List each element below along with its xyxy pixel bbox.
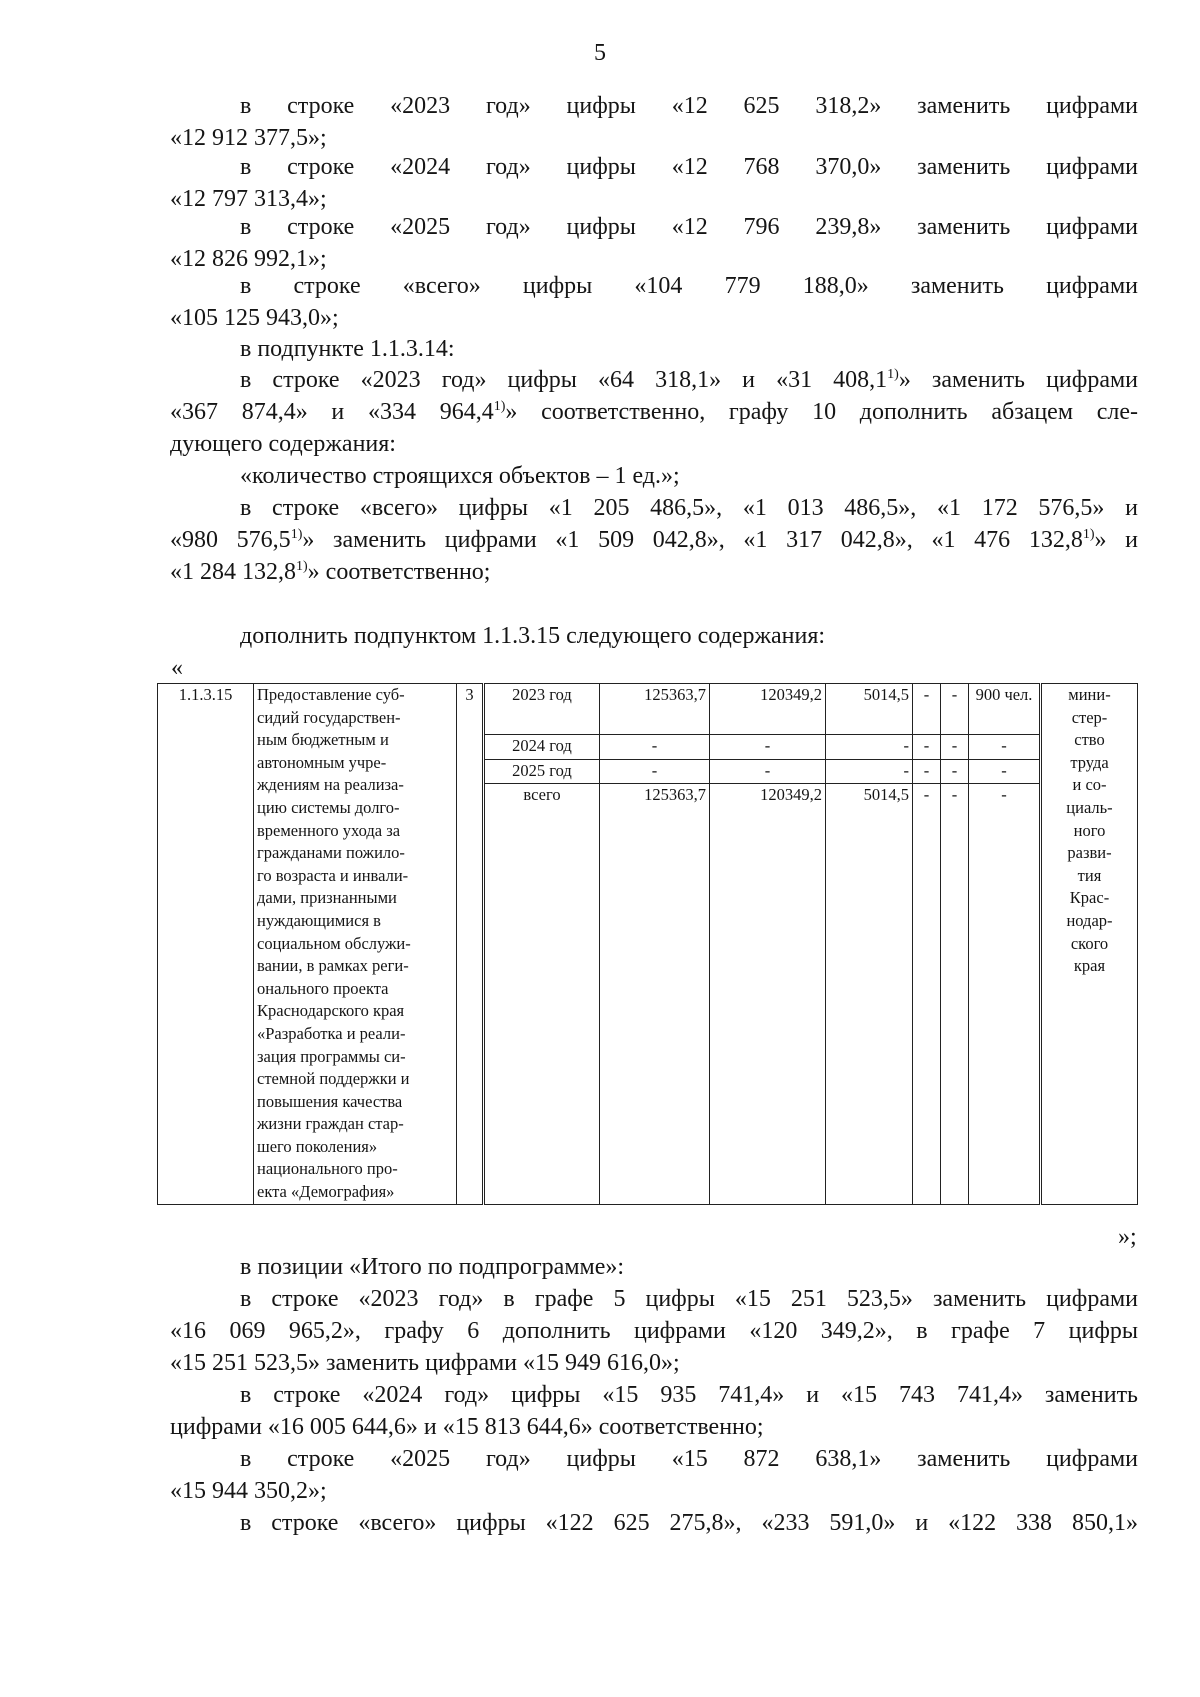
responsible-line: циаль-	[1066, 797, 1113, 817]
year-cell: 2023 год	[484, 684, 600, 735]
paragraph-line: в строке «всего» цифры «122 625 275,8», «233 591,0» и «122 338 850,1»	[240, 1510, 1138, 1536]
item-description	[254, 684, 457, 1205]
col-9-cell: -	[941, 759, 969, 784]
paragraph-line: «12 797 313,4»;	[170, 186, 327, 212]
federal-cell: 120349,2	[710, 784, 826, 1205]
paragraph-line: «12 912 377,5»;	[170, 125, 327, 151]
description-line: временного ухода за	[257, 820, 401, 840]
description-line: повышения качества	[257, 1091, 403, 1111]
total-cell: 125363,7	[600, 784, 710, 1205]
regional-cell: 5014,5	[826, 784, 913, 1205]
description-line: социальном обслужи-	[257, 933, 411, 953]
paragraph-line: в позиции «Итого по подпрограмме»:	[240, 1254, 625, 1280]
responsible-line: и со-	[1072, 775, 1107, 795]
description-line: шего поколения»	[257, 1136, 378, 1156]
footnote-mark: 1)	[1082, 527, 1095, 542]
year-cell: 2025 год	[484, 759, 600, 784]
responsible-line: труда	[1070, 752, 1109, 772]
paragraph-line: в строке «2025 год» цифры «15 872 638,1» заменить цифрами	[240, 1446, 1138, 1472]
responsible-line: стер-	[1071, 707, 1108, 727]
result-cell: -	[969, 784, 1041, 1205]
footnote-mark: 1)	[493, 399, 506, 414]
description-line: онального проекта	[257, 978, 389, 998]
text-run: в строке «2023 год» цифры «64 318,1» и «31 408,1	[240, 367, 888, 393]
item-code: 1.1.3.15	[158, 684, 254, 1205]
total-cell: -	[600, 759, 710, 784]
closing-quote: »;	[1118, 1224, 1137, 1250]
paragraph-line: в подпункте 1.1.3.14:	[240, 336, 455, 362]
description-line: стемной поддержки и	[257, 1069, 410, 1089]
description-line: Краснодарского края	[257, 1001, 405, 1021]
description-line: вании, в рамках реги-	[257, 956, 409, 976]
description-line: гражданами пожило-	[257, 843, 405, 863]
responsible-line: тия	[1077, 865, 1102, 885]
paragraph-line: в строке «2025 год» цифры «12 796 239,8» заменить цифрами	[240, 214, 1138, 240]
paragraph-line: в строке «2023 год» в графе 5 цифры «15 251 523,5» заменить цифрами	[240, 1286, 1138, 1312]
table-row	[158, 684, 1138, 735]
description-lines	[257, 684, 453, 1204]
paragraph-line: в строке «всего» цифры «104 779 188,0» заменить цифрами	[240, 273, 1138, 299]
text-run: » и	[1094, 527, 1139, 553]
description-line: дами, признанными	[257, 888, 397, 908]
paragraph-line: «12 826 992,1»;	[170, 246, 327, 272]
total-cell: 125363,7	[600, 684, 710, 735]
result-cell: -	[969, 759, 1041, 784]
paragraph-line	[170, 556, 1138, 588]
paragraph-line: в строке «2024 год» цифры «12 768 370,0» заменить цифрами	[240, 154, 1138, 180]
col-9-cell: -	[941, 735, 969, 760]
text-run: » соответственно, графу 10 дополнить абзацем сле-	[505, 399, 1139, 425]
paragraph-line: цифрами «16 005 644,6» и «15 813 644,6» соответственно;	[170, 1414, 764, 1440]
paragraph-line: дополнить подпунктом 1.1.3.15 следующего содержания:	[240, 623, 826, 649]
description-line: национального про-	[257, 1159, 398, 1179]
responsible-cell	[1041, 684, 1138, 1205]
description-line: сидий государствен-	[257, 707, 401, 727]
responsible-line: Крас-	[1069, 888, 1110, 908]
description-line: цию системы долго-	[257, 797, 400, 817]
responsible-line: нодар-	[1066, 910, 1113, 930]
regional-cell: 5014,5	[826, 684, 913, 735]
description-line: нуждающимися в	[257, 910, 381, 930]
description-line: жизни граждан стар-	[257, 1114, 404, 1134]
text-run: «367 874,4» и «334 964,4	[170, 399, 494, 425]
col-3-value: 3	[457, 684, 484, 1205]
year-cell: всего	[484, 784, 600, 1205]
year-cell: 2024 год	[484, 735, 600, 760]
description-line: ждениям на реализа-	[257, 775, 404, 795]
result-cell: -	[969, 735, 1041, 760]
text-run: «1 284 132,8	[170, 559, 296, 585]
paragraph-line	[170, 396, 1138, 428]
result-cell: 900 чел.	[969, 684, 1041, 735]
col-9-cell: -	[941, 784, 969, 1205]
responsible-line: разви-	[1067, 843, 1112, 863]
description-line: «Разработка и реали-	[257, 1023, 406, 1043]
federal-cell: -	[710, 759, 826, 784]
paragraph-line: «количество строящихся объектов – 1 ед.»;	[240, 463, 680, 489]
federal-cell: 120349,2	[710, 684, 826, 735]
footnote-mark: 1)	[887, 367, 899, 382]
col-8-cell: -	[913, 735, 941, 760]
paragraph-line	[240, 364, 1138, 396]
regional-cell: -	[826, 759, 913, 784]
paragraph-line: в строке «2023 год» цифры «12 625 318,2» заменить цифрами	[240, 93, 1138, 119]
text-run: » соответственно;	[307, 559, 491, 585]
paragraph-line: в строке «всего» цифры «1 205 486,5», «1 013 486,5», «1 172 576,5» и	[240, 495, 1138, 521]
text-run: «980 576,5	[170, 527, 291, 553]
responsible-line: ство	[1074, 730, 1105, 750]
description-line: зация программы си-	[257, 1046, 406, 1066]
responsible-line: ного	[1073, 820, 1106, 840]
col-9-cell: -	[941, 684, 969, 735]
description-line: ным бюджетным и	[257, 730, 389, 750]
responsible-line: ского	[1070, 933, 1109, 953]
paragraph-line: в строке «2024 год» цифры «15 935 741,4» и «15 743 741,4» заменить	[240, 1382, 1138, 1408]
col-8-cell: -	[913, 759, 941, 784]
description-line: Предоставление суб-	[257, 685, 405, 704]
text-run: » заменить цифрами	[898, 367, 1138, 393]
paragraph-line	[170, 524, 1138, 556]
description-line: автономным учре-	[257, 752, 387, 772]
paragraph-line: «105 125 943,0»;	[170, 305, 339, 331]
total-cell: -	[600, 735, 710, 760]
responsible-line: края	[1073, 956, 1106, 976]
paragraph-line: «15 944 350,2»;	[170, 1478, 327, 1504]
footnote-mark: 1)	[290, 527, 303, 542]
col-8-cell: -	[913, 684, 941, 735]
subsidy-table	[157, 683, 1138, 1205]
page-number: 5	[594, 40, 606, 66]
description-line: екта «Демография»	[257, 1182, 395, 1202]
federal-cell: -	[710, 735, 826, 760]
footnote-mark: 1)	[296, 559, 308, 574]
paragraph-line: дующего содержания:	[170, 431, 396, 457]
responsible-line: мини-	[1068, 685, 1111, 704]
col-8-cell: -	[913, 784, 941, 1205]
description-line: го возраста и инвали-	[257, 865, 409, 885]
paragraph-line: «15 251 523,5» заменить цифрами «15 949 616,0»;	[170, 1350, 680, 1376]
responsible-lines	[1045, 684, 1134, 978]
text-run: » заменить цифрами «1 509 042,8», «1 317 042,8», «1 476 132,8	[302, 527, 1083, 553]
paragraph-line: «16 069 965,2», графу 6 дополнить цифрами «120 349,2», в графе 7 цифры	[170, 1318, 1138, 1344]
opening-quote: «	[171, 655, 183, 681]
regional-cell: -	[826, 735, 913, 760]
